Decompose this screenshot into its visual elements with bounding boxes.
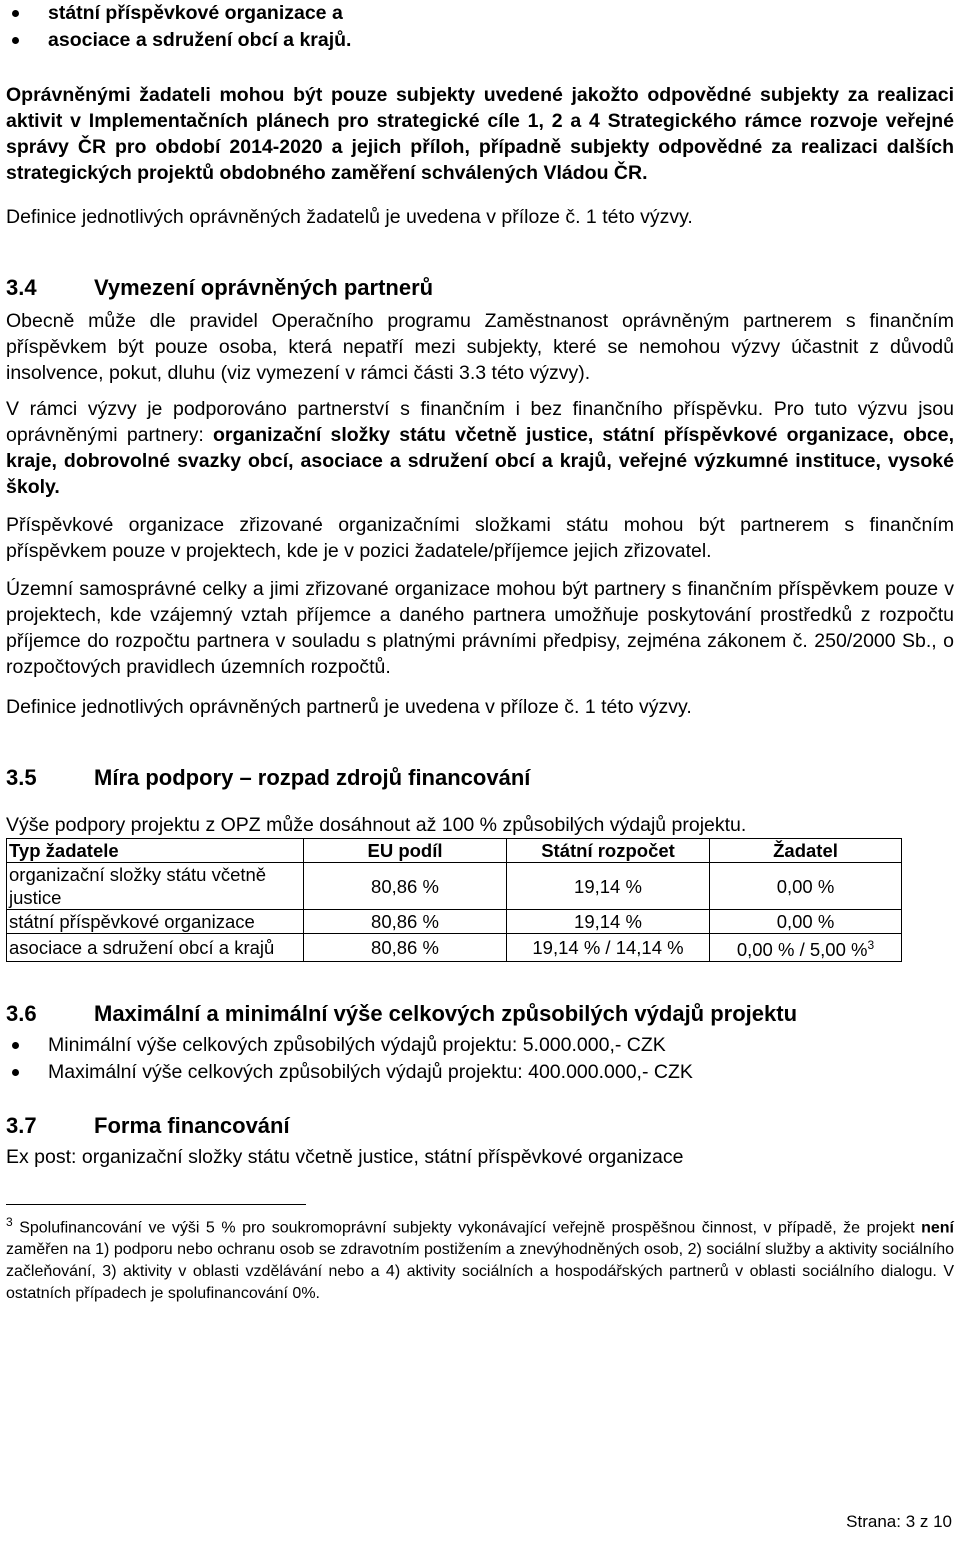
section-heading-3-7 xyxy=(6,1112,954,1140)
table-header-row xyxy=(7,839,902,863)
document-page xyxy=(6,0,954,1305)
list-item: Minimální výše celkových způsobilých výdajů projektu: 5.000.000,- CZK xyxy=(6,1032,954,1059)
support-rate-paragraph: Výše podpory projektu z OPZ může dosáhnout až 100 % způsobilých výdajů projektu. xyxy=(6,814,747,836)
section-title: Forma financování xyxy=(94,1113,290,1139)
page-number: Strana: 3 z 10 xyxy=(846,1512,952,1531)
partners-paragraph-2 xyxy=(6,396,954,500)
table-cell: 80,86 % xyxy=(304,863,507,910)
column-header: Státní rozpočet xyxy=(507,839,710,863)
intro-paragraph: Oprávněnými žadateli mohou být pouze subjekty uvedené jakožto odpovědné subjekty za realizaci aktivit v Implementačních plánech pro strategické cíle 1, 2 a 4 Strategického rámce rozvoje veřejné správy ČR pro období 2014-2020 a jejich příloh, případně subjekty odpovědné za realizaci dalších strategických projektů obdobného zaměření schválených Vládou ČR. xyxy=(6,84,954,184)
financing-form-paragraph: Ex post: organizační složky státu včetně justice, státní příspěvkové organizace xyxy=(6,1146,684,1169)
column-header: Žadatel xyxy=(710,839,902,863)
list-item: Maximální výše celkových způsobilých výdajů projektu: 400.000.000,- CZK xyxy=(6,1059,954,1086)
footnote-3 xyxy=(6,1211,954,1305)
footnote-emphasis: není xyxy=(921,1219,954,1237)
table-cell: asociace a sdružení obcí a krajů xyxy=(7,934,304,962)
footnote-text-cont: zaměřen na 1) podporu nebo ochranu osob se zdravotním postižením a znevýhodněných osob, 2) sociální služby a aktivity sociálního začleňování, 3) aktivity v oblasti vzdělávání nebo a 4) aktivity sociálních a hospodářských partnerů v oblasti sociálního dialogu. V ostatních případech je spolufinancování 0%. xyxy=(6,1241,954,1303)
section-title: Maximální a minimální výše celkových způsobilých výdajů projektu xyxy=(94,1001,798,1027)
table-cell: 80,86 % xyxy=(304,910,507,934)
table-cell: 19,14 % / 14,14 % xyxy=(507,934,710,962)
table-row xyxy=(7,863,902,910)
table-cell-value: 0,00 % / 5,00 % xyxy=(736,939,868,961)
table-cell xyxy=(710,934,902,962)
applicants-definition-paragraph: Definice jednotlivých oprávněných žadatelů je uvedena v příloze č. 1 této výzvy. xyxy=(6,206,693,228)
table-row xyxy=(7,910,902,934)
table-row xyxy=(7,934,902,962)
eligible-applicants-list xyxy=(6,0,954,54)
section-heading-3-6 xyxy=(6,1000,954,1028)
column-header: EU podíl xyxy=(304,839,507,863)
section-number: 3.4 xyxy=(6,275,37,300)
budget-limits-list xyxy=(6,1032,954,1086)
table-cell: 19,14 % xyxy=(507,910,710,934)
table-cell: 19,14 % xyxy=(507,863,710,910)
table-cell: 0,00 % xyxy=(710,910,902,934)
table-cell: 80,86 % xyxy=(304,934,507,962)
table-cell: 0,00 % xyxy=(710,863,902,910)
partners-paragraph-2-text: V rámci výzvy je podporováno partnerství s finančním i bez finančního příspěvku. Pro tuto výzvu jsou oprávněnými partnery: xyxy=(6,398,954,446)
section-number: 3.5 xyxy=(6,765,37,790)
funding-split-table xyxy=(6,838,902,962)
section-title: Míra podpory – rozpad zdrojů financování xyxy=(94,765,531,790)
footnote-reference[interactable]: 3 xyxy=(867,938,875,952)
list-item: státní příspěvkové organizace a xyxy=(6,0,954,27)
footnote-mark: 3 xyxy=(6,1215,13,1230)
partners-paragraph-1: Obecně může dle pravidel Operačního programu Zaměstnanost oprávněným partnerem s finančním příspěvkem být pouze osoba, která nepatří mezi subjekty, které se nemohou výzvy účastnit z důvodů insolvence, pokut, dluhu (viz vymezení v rámci části 3.3 této výzvy). xyxy=(6,310,954,384)
section-heading-3-4 xyxy=(6,274,954,302)
section-heading-3-5 xyxy=(6,764,954,792)
partners-paragraph-2-bold: organizační složky státu včetně justice, státní příspěvkové organizace, obce, kraje, dobrovolné svazky obcí, asociace a sdružení obcí a krajů, veřejné výzkumné instituce, vysoké školy. xyxy=(6,424,954,498)
section-number: 3.6 xyxy=(6,1001,37,1027)
footnote-divider xyxy=(6,1204,306,1205)
section-title: Vymezení oprávněných partnerů xyxy=(94,275,434,300)
footnote-text: Spolufinancování ve výši 5 % pro soukromoprávní subjekty vykonávající veřejně prospěšnou činnost, v případě, že projekt xyxy=(12,1219,922,1237)
partners-definition-paragraph: Definice jednotlivých oprávněných partnerů je uvedena v příloze č. 1 této výzvy. xyxy=(6,696,692,718)
table-cell: státní příspěvkové organizace xyxy=(7,910,304,934)
column-header: Typ žadatele xyxy=(7,839,304,863)
list-item: asociace a sdružení obcí a krajů. xyxy=(6,27,954,54)
partners-paragraph-3: Příspěvkové organizace zřizované organizačními složkami státu mohou být partnerem s finančním příspěvkem pouze v projektech, kde je v pozici žadatele/příjemce jejich zřizovatel. xyxy=(6,514,954,562)
partners-paragraph-4: Územní samosprávné celky a jimi zřizované organizace mohou být partnery s finančním příspěvkem pouze v projektech, kde vzájemný vztah příjemce a daného partnera umožňuje poskytování prostředků z rozpočtu příjemce do rozpočtu partnera v souladu s platnými právními předpisy, zejména zákonem č. 250/2000 Sb., o rozpočtových pravidlech územních rozpočtů. xyxy=(6,578,954,678)
table-cell: organizační složky státu včetně justice xyxy=(7,863,304,910)
section-number: 3.7 xyxy=(6,1113,37,1139)
